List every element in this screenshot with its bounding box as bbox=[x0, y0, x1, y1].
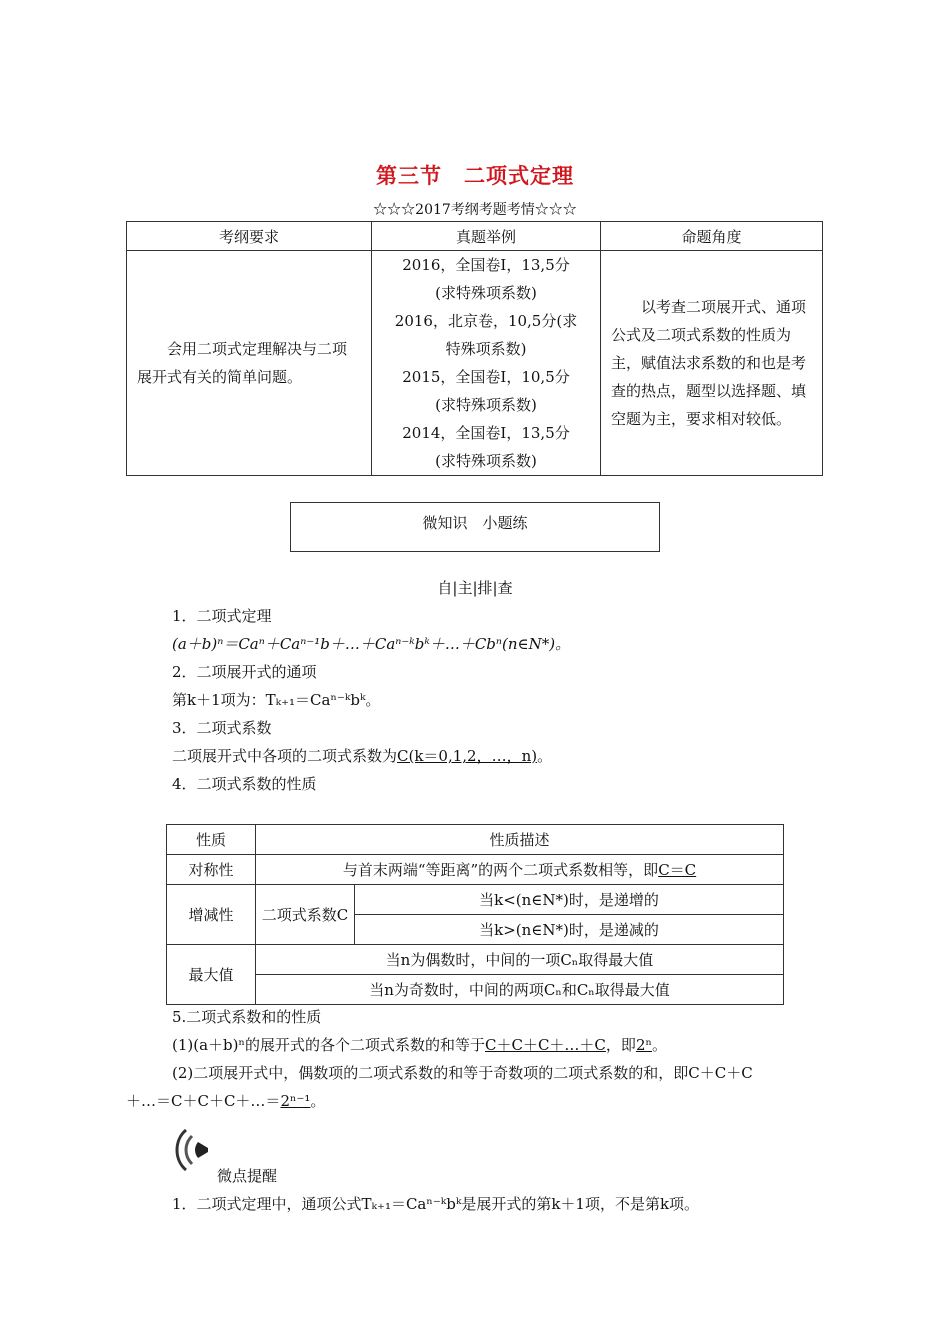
requirement-text: 会用二项式定理解决与二项展开式有关的简单问题。 bbox=[137, 340, 348, 386]
monotonic-increase: 当k<(n∈N*)时，是递增的 bbox=[355, 885, 784, 915]
example-line: 2016，北京卷，10,5分(求 bbox=[394, 312, 578, 330]
sum-1-mid: ，即 bbox=[605, 1036, 636, 1054]
sum-property-2-line2 bbox=[126, 1090, 325, 1111]
example-line: 2014，全国卷Ⅰ，13,5分 bbox=[402, 424, 570, 442]
self-check-heading: 自|主|排|查 bbox=[437, 579, 513, 597]
max-odd: 当n为奇数时，中间的两项Cₙ和Cₙ取得最大值 bbox=[256, 975, 784, 1005]
symmetry-desc bbox=[256, 855, 784, 885]
general-term: 第k＋1项为：Tₖ₊₁＝Caⁿ⁻ᵏbᵏ。 bbox=[172, 691, 381, 709]
example-line: (求特殊项系数) bbox=[435, 284, 537, 302]
example-line: (求特殊项系数) bbox=[435, 452, 537, 470]
sum-2-suffix: 。 bbox=[310, 1092, 326, 1110]
coefficient-suffix: 。 bbox=[537, 747, 553, 765]
sum-1-prefix: (1)(a＋b)ⁿ的展开式的各个二项式系数的和等于 bbox=[172, 1036, 485, 1054]
sum-1-suffix: 。 bbox=[651, 1036, 667, 1054]
page-title: 第三节 二项式定理 bbox=[376, 164, 574, 188]
table-header: 考纲要求 bbox=[127, 222, 372, 251]
symmetry-answer: C＝C bbox=[658, 861, 697, 879]
property-table bbox=[166, 824, 784, 1005]
sum-2-prefix: ＋…＝C＋C＋C＋…＝ bbox=[126, 1092, 281, 1110]
monotonic-label: 增减性 bbox=[167, 885, 256, 945]
section-box bbox=[290, 502, 660, 552]
table-header: 命题角度 bbox=[601, 222, 823, 251]
sum-2-result: 2ⁿ⁻¹ bbox=[280, 1092, 311, 1110]
example-line: (求特殊项系数) bbox=[435, 396, 537, 414]
binomial-formula: (a＋b)ⁿ＝Caⁿ＋Caⁿ⁻¹b＋…＋Caⁿ⁻ᵏbᵏ＋…＋Cbⁿ(n∈N*)。 bbox=[172, 635, 571, 653]
tip-1: 1．二项式定理中，通项公式Tₖ₊₁＝Caⁿ⁻ᵏbᵏ是展开式的第k＋1项，不是第k项。 bbox=[172, 1195, 700, 1213]
symmetry-label: 对称性 bbox=[167, 855, 256, 885]
coefficient-prefix: 二项展开式中各项的二项式系数为 bbox=[172, 747, 398, 765]
sum-property-2-line1: (2)二项展开式中，偶数项的二项式系数的和等于奇数项的二项式系数的和，即C＋C＋C bbox=[172, 1064, 753, 1082]
item-1-title: 1．二项式定理 bbox=[172, 607, 272, 625]
sum-1-answer: C＋C＋C＋…＋C bbox=[485, 1036, 606, 1054]
item-2-title: 2．二项展开式的通项 bbox=[172, 663, 317, 681]
page-subtitle: ☆☆☆2017考纲考题考情☆☆☆ bbox=[373, 202, 577, 218]
section-box-label: 微知识 小题练 bbox=[422, 514, 528, 532]
monotonic-decrease: 当k>(n∈N*)时，是递减的 bbox=[355, 915, 784, 945]
coefficient-line bbox=[172, 745, 552, 766]
item-5-title: 5.二项式系数和的性质 bbox=[172, 1008, 322, 1026]
coefficient-answer: C(k＝0,1,2，…，n) bbox=[397, 747, 538, 765]
example-line: 2015，全国卷Ⅰ，10,5分 bbox=[402, 368, 570, 386]
max-even: 当n为偶数时，中间的一项Cₙ取得最大值 bbox=[256, 945, 784, 975]
tip-label: 微点提醒 bbox=[217, 1167, 278, 1185]
symmetry-text: 与首末两端“等距离”的两个二项式系数相等，即 bbox=[342, 861, 659, 879]
sum-property-1 bbox=[172, 1034, 667, 1055]
prop-head-left: 性质 bbox=[167, 825, 256, 855]
max-label: 最大值 bbox=[167, 945, 256, 1005]
sum-1-result: 2ⁿ bbox=[635, 1036, 652, 1054]
prop-head-right: 性质描述 bbox=[256, 825, 784, 855]
table-header: 真题举例 bbox=[372, 222, 601, 251]
item-3-title: 3．二项式系数 bbox=[172, 719, 272, 737]
angle-text: 以考查二项展开式、通项公式及二项式系数的性质为主，赋值法求系数的和也是考查的热点，题型以选择题、填空题为主，要求相对较低。 bbox=[611, 298, 807, 428]
example-line: 特殊项系数) bbox=[445, 340, 527, 358]
monotonic-mid: 二项式系数C bbox=[256, 885, 355, 945]
example-line: 2016，全国卷Ⅰ，13,5分 bbox=[402, 256, 570, 274]
item-4-title: 4．二项式系数的性质 bbox=[172, 775, 317, 793]
exam-table bbox=[126, 221, 823, 476]
speaker-icon bbox=[172, 1122, 216, 1182]
